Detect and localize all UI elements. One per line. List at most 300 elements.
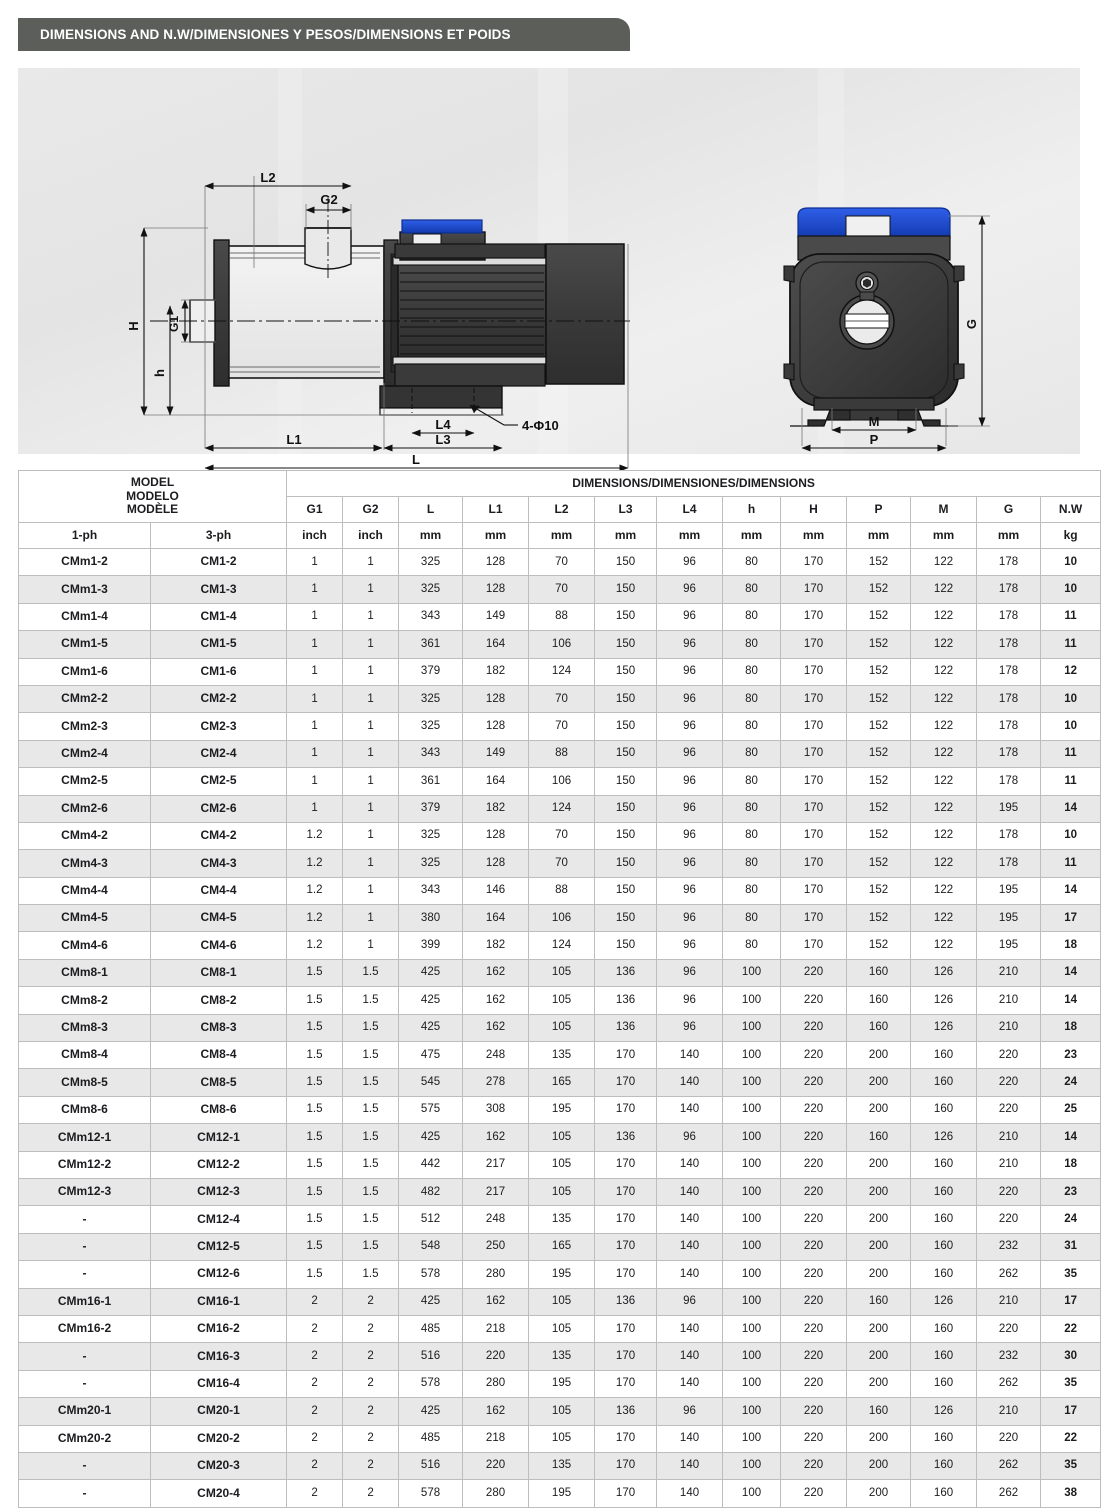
table-row	[19, 1206, 1101, 1233]
cell-l4: 96	[657, 795, 723, 822]
cell-nw: 31	[1041, 1233, 1101, 1260]
cell-g: 195	[977, 795, 1041, 822]
header-unit-10: mm	[911, 523, 977, 549]
cell-l4: 140	[657, 1151, 723, 1178]
cell-l: 485	[399, 1315, 463, 1342]
cell-g1: 2	[287, 1425, 343, 1452]
cell-l: 545	[399, 1069, 463, 1096]
cell-g1: 1.5	[287, 1261, 343, 1288]
cell-g: 262	[977, 1480, 1041, 1507]
header-dimensions-group: DIMENSIONS/DIMENSIONES/DIMENSIONS	[287, 471, 1101, 497]
cell-h: 170	[781, 631, 847, 658]
dim-label-L1: L1	[286, 432, 302, 447]
header-col-nw: N.W	[1041, 497, 1101, 523]
cell-ph1: CMm16-1	[19, 1288, 151, 1315]
cell-l2: 105	[529, 987, 595, 1014]
cell-l1: 162	[463, 1398, 529, 1425]
cell-h: 100	[723, 1069, 781, 1096]
cell-p: 200	[847, 1233, 911, 1260]
cell-m: 122	[911, 576, 977, 603]
cell-g1: 1.5	[287, 1124, 343, 1151]
cell-ph3: CM8-4	[151, 1042, 287, 1069]
cell-l1: 162	[463, 1014, 529, 1041]
cell-l2: 105	[529, 1315, 595, 1342]
cell-l2: 105	[529, 1151, 595, 1178]
cell-l: 485	[399, 1425, 463, 1452]
header-col-l: L	[399, 497, 463, 523]
cell-nw: 14	[1041, 877, 1101, 904]
header-col-g: G	[977, 497, 1041, 523]
cell-h: 220	[781, 1233, 847, 1260]
header-col-m: M	[911, 497, 977, 523]
cell-g1: 1	[287, 713, 343, 740]
header-col-g1: G1	[287, 497, 343, 523]
cell-h: 100	[723, 1370, 781, 1397]
cell-g1: 2	[287, 1315, 343, 1342]
cell-g: 210	[977, 1124, 1041, 1151]
cell-h: 170	[781, 740, 847, 767]
cell-l3: 150	[595, 603, 657, 630]
cell-ph1: -	[19, 1370, 151, 1397]
cell-l2: 70	[529, 822, 595, 849]
table-row	[19, 1261, 1101, 1288]
header-col-l1: L1	[463, 497, 529, 523]
cell-p: 152	[847, 685, 911, 712]
cell-g2: 1	[343, 658, 399, 685]
header-col-l3: L3	[595, 497, 657, 523]
cell-h: 170	[781, 932, 847, 959]
cell-ph3: CM8-2	[151, 987, 287, 1014]
cell-nw: 18	[1041, 1014, 1101, 1041]
cell-g: 178	[977, 713, 1041, 740]
cell-m: 160	[911, 1480, 977, 1507]
cell-l3: 150	[595, 685, 657, 712]
cell-l2: 195	[529, 1480, 595, 1507]
cell-h: 80	[723, 795, 781, 822]
cell-ph3: CM12-1	[151, 1124, 287, 1151]
cell-l1: 248	[463, 1206, 529, 1233]
cell-l4: 140	[657, 1452, 723, 1479]
cell-l2: 105	[529, 1398, 595, 1425]
cell-ph3: CM2-5	[151, 768, 287, 795]
cell-h: 100	[723, 1398, 781, 1425]
cell-h: 220	[781, 1315, 847, 1342]
cell-g2: 2	[343, 1370, 399, 1397]
cell-nw: 35	[1041, 1452, 1101, 1479]
cell-l3: 170	[595, 1096, 657, 1123]
table-row	[19, 1042, 1101, 1069]
cell-l: 575	[399, 1096, 463, 1123]
cell-g1: 2	[287, 1452, 343, 1479]
cell-l4: 96	[657, 685, 723, 712]
cell-l3: 150	[595, 877, 657, 904]
cell-m: 122	[911, 685, 977, 712]
cell-h: 80	[723, 768, 781, 795]
header-unit-11: mm	[977, 523, 1041, 549]
cell-m: 160	[911, 1069, 977, 1096]
header-model-line-0: MODEL	[130, 474, 175, 489]
cell-nw: 14	[1041, 987, 1101, 1014]
cell-ph3: CM16-2	[151, 1315, 287, 1342]
cell-l: 399	[399, 932, 463, 959]
cell-p: 152	[847, 713, 911, 740]
cell-g: 178	[977, 658, 1041, 685]
cell-nw: 18	[1041, 932, 1101, 959]
cell-l: 343	[399, 740, 463, 767]
cell-g1: 1	[287, 631, 343, 658]
cell-h: 170	[781, 713, 847, 740]
cell-l2: 70	[529, 549, 595, 576]
cell-nw: 10	[1041, 685, 1101, 712]
header-col-g2: G2	[343, 497, 399, 523]
cell-m: 160	[911, 1233, 977, 1260]
cell-g1: 1.2	[287, 905, 343, 932]
cell-g: 178	[977, 740, 1041, 767]
cell-g2: 2	[343, 1480, 399, 1507]
cell-ph3: CM20-3	[151, 1452, 287, 1479]
cell-p: 152	[847, 905, 911, 932]
cell-l: 361	[399, 631, 463, 658]
cell-ph3: CM1-6	[151, 658, 287, 685]
cell-l2: 70	[529, 850, 595, 877]
cell-l3: 170	[595, 1206, 657, 1233]
cell-m: 160	[911, 1452, 977, 1479]
cell-g2: 1	[343, 576, 399, 603]
cell-h: 170	[781, 603, 847, 630]
cell-ph1: CMm2-5	[19, 768, 151, 795]
cell-l2: 105	[529, 959, 595, 986]
cell-p: 152	[847, 768, 911, 795]
cell-g2: 1.5	[343, 987, 399, 1014]
cell-l4: 140	[657, 1261, 723, 1288]
cell-ph1: CMm12-3	[19, 1178, 151, 1205]
cell-l1: 162	[463, 987, 529, 1014]
cell-l4: 96	[657, 603, 723, 630]
cell-p: 200	[847, 1452, 911, 1479]
cell-ph1: -	[19, 1206, 151, 1233]
cell-g2: 1	[343, 603, 399, 630]
cell-g1: 1	[287, 740, 343, 767]
cell-l: 512	[399, 1206, 463, 1233]
header-unit-0: inch	[287, 523, 343, 549]
cell-l: 548	[399, 1233, 463, 1260]
cell-g2: 1	[343, 850, 399, 877]
cell-l4: 96	[657, 822, 723, 849]
cell-g1: 1	[287, 576, 343, 603]
cell-l1: 220	[463, 1343, 529, 1370]
header-col-p: P	[847, 497, 911, 523]
cell-l1: 162	[463, 1288, 529, 1315]
table-row	[19, 877, 1101, 904]
cell-l: 325	[399, 549, 463, 576]
table-row	[19, 1288, 1101, 1315]
cell-l3: 150	[595, 850, 657, 877]
cell-l: 325	[399, 576, 463, 603]
cell-g: 210	[977, 1151, 1041, 1178]
cell-h: 100	[723, 1151, 781, 1178]
cell-l3: 170	[595, 1069, 657, 1096]
table-row	[19, 658, 1101, 685]
cell-nw: 17	[1041, 1288, 1101, 1315]
cell-g2: 1.5	[343, 1178, 399, 1205]
header-unit-3: mm	[463, 523, 529, 549]
cell-h: 220	[781, 1288, 847, 1315]
cell-g2: 2	[343, 1343, 399, 1370]
cell-m: 126	[911, 1398, 977, 1425]
cell-l1: 218	[463, 1315, 529, 1342]
cell-nw: 38	[1041, 1480, 1101, 1507]
cell-l1: 218	[463, 1425, 529, 1452]
cell-m: 122	[911, 850, 977, 877]
cell-h: 80	[723, 576, 781, 603]
cell-nw: 17	[1041, 905, 1101, 932]
table-row	[19, 1014, 1101, 1041]
cell-g1: 2	[287, 1288, 343, 1315]
cell-l4: 140	[657, 1370, 723, 1397]
cell-l2: 70	[529, 713, 595, 740]
cell-l4: 140	[657, 1343, 723, 1370]
header-col-h: h	[723, 497, 781, 523]
cell-h: 100	[723, 1480, 781, 1507]
cell-ph3: CM20-2	[151, 1425, 287, 1452]
cell-m: 126	[911, 1288, 977, 1315]
cell-ph3: CM2-4	[151, 740, 287, 767]
cell-l4: 96	[657, 658, 723, 685]
cell-l1: 248	[463, 1042, 529, 1069]
table-row	[19, 822, 1101, 849]
cell-l2: 106	[529, 905, 595, 932]
cell-h: 100	[723, 1124, 781, 1151]
table-row	[19, 1480, 1101, 1507]
cell-g: 220	[977, 1069, 1041, 1096]
cell-ph3: CM1-3	[151, 576, 287, 603]
cell-nw: 22	[1041, 1425, 1101, 1452]
cell-g1: 2	[287, 1370, 343, 1397]
cell-ph1: CMm12-2	[19, 1151, 151, 1178]
cell-g2: 1	[343, 932, 399, 959]
cell-l1: 217	[463, 1178, 529, 1205]
cell-l: 475	[399, 1042, 463, 1069]
cell-m: 122	[911, 905, 977, 932]
cell-ph1: CMm20-2	[19, 1425, 151, 1452]
cell-h: 100	[723, 1261, 781, 1288]
cell-l3: 150	[595, 905, 657, 932]
cell-h: 100	[723, 1288, 781, 1315]
cell-nw: 10	[1041, 713, 1101, 740]
table-row	[19, 1178, 1101, 1205]
cell-l2: 105	[529, 1124, 595, 1151]
cell-l2: 88	[529, 603, 595, 630]
cell-l: 343	[399, 603, 463, 630]
cell-l3: 136	[595, 987, 657, 1014]
header-col-l2: L2	[529, 497, 595, 523]
cell-p: 160	[847, 1288, 911, 1315]
cell-m: 160	[911, 1425, 977, 1452]
cell-p: 160	[847, 987, 911, 1014]
cell-ph3: CM2-3	[151, 713, 287, 740]
cell-g: 178	[977, 576, 1041, 603]
table-row	[19, 932, 1101, 959]
cell-l4: 96	[657, 1398, 723, 1425]
table-row	[19, 576, 1101, 603]
cell-ph1: CMm4-2	[19, 822, 151, 849]
cell-g2: 1	[343, 713, 399, 740]
cell-g: 220	[977, 1206, 1041, 1233]
cell-h: 170	[781, 877, 847, 904]
cell-l3: 170	[595, 1151, 657, 1178]
cell-h: 100	[723, 1206, 781, 1233]
cell-h: 80	[723, 740, 781, 767]
table-row	[19, 1370, 1101, 1397]
section-title: DIMENSIONS AND N.W/DIMENSIONES Y PESOS/DIMENSIONS ET POIDS	[40, 27, 511, 42]
cell-p: 200	[847, 1370, 911, 1397]
cell-l1: 182	[463, 932, 529, 959]
cell-ph3: CM4-6	[151, 932, 287, 959]
cell-g2: 2	[343, 1425, 399, 1452]
cell-g: 220	[977, 1042, 1041, 1069]
cell-p: 152	[847, 576, 911, 603]
cell-l3: 170	[595, 1370, 657, 1397]
cell-p: 152	[847, 740, 911, 767]
cell-p: 152	[847, 822, 911, 849]
cell-ph3: CM1-2	[151, 549, 287, 576]
cell-p: 160	[847, 959, 911, 986]
cell-g1: 1.5	[287, 1206, 343, 1233]
cell-l4: 96	[657, 768, 723, 795]
cell-ph1: CMm8-4	[19, 1042, 151, 1069]
cell-g: 178	[977, 631, 1041, 658]
cell-l1: 308	[463, 1096, 529, 1123]
cell-ph1: CMm4-5	[19, 905, 151, 932]
cell-h: 220	[781, 1206, 847, 1233]
cell-l1: 128	[463, 685, 529, 712]
cell-g2: 1.5	[343, 1096, 399, 1123]
table-row	[19, 1124, 1101, 1151]
cell-g2: 1	[343, 549, 399, 576]
dim-label-G: G	[964, 318, 979, 330]
cell-m: 160	[911, 1370, 977, 1397]
cell-l: 425	[399, 1288, 463, 1315]
cell-ph1: -	[19, 1480, 151, 1507]
cell-g: 178	[977, 603, 1041, 630]
header-unit-8: mm	[781, 523, 847, 549]
cell-l1: 149	[463, 603, 529, 630]
cell-l4: 140	[657, 1480, 723, 1507]
cell-g2: 1	[343, 768, 399, 795]
cell-h: 220	[781, 1398, 847, 1425]
cell-g: 220	[977, 1096, 1041, 1123]
header-unit-9: mm	[847, 523, 911, 549]
cell-l3: 136	[595, 959, 657, 986]
table-row	[19, 1343, 1101, 1370]
table-row	[19, 685, 1101, 712]
header-unit-12: kg	[1041, 523, 1101, 549]
cell-nw: 11	[1041, 768, 1101, 795]
cell-g1: 1	[287, 768, 343, 795]
cell-l2: 70	[529, 576, 595, 603]
cell-p: 152	[847, 658, 911, 685]
dimension-drawing-panel	[18, 68, 1080, 467]
table-row	[19, 740, 1101, 767]
header-unit-2: mm	[399, 523, 463, 549]
dim-label-H: H	[126, 321, 141, 331]
cell-l3: 150	[595, 932, 657, 959]
cell-l3: 150	[595, 795, 657, 822]
dim-label-L4: L4	[435, 417, 451, 432]
cell-g1: 1	[287, 658, 343, 685]
table-row	[19, 1398, 1101, 1425]
cell-ph1: CMm2-3	[19, 713, 151, 740]
cell-h: 220	[781, 987, 847, 1014]
cell-ph3: CM8-1	[151, 959, 287, 986]
cell-p: 200	[847, 1096, 911, 1123]
cell-g1: 1.5	[287, 1014, 343, 1041]
cell-m: 126	[911, 959, 977, 986]
cell-g: 220	[977, 1425, 1041, 1452]
cell-h: 100	[723, 1014, 781, 1041]
table-row	[19, 603, 1101, 630]
cell-l3: 170	[595, 1452, 657, 1479]
cell-l1: 280	[463, 1261, 529, 1288]
cell-ph1: CMm4-4	[19, 877, 151, 904]
cell-l1: 182	[463, 795, 529, 822]
cell-l: 442	[399, 1151, 463, 1178]
cell-nw: 18	[1041, 1151, 1101, 1178]
table-body	[19, 549, 1101, 1508]
cell-nw: 30	[1041, 1343, 1101, 1370]
cell-l3: 170	[595, 1261, 657, 1288]
cell-p: 160	[847, 1398, 911, 1425]
cell-l1: 162	[463, 959, 529, 986]
cell-l2: 195	[529, 1261, 595, 1288]
cell-m: 160	[911, 1151, 977, 1178]
cell-l: 578	[399, 1370, 463, 1397]
cell-ph1: CMm20-1	[19, 1398, 151, 1425]
header-row-groups	[19, 471, 1101, 497]
cell-l2: 124	[529, 658, 595, 685]
header-unit-1: inch	[343, 523, 399, 549]
cell-p: 152	[847, 603, 911, 630]
cell-l4: 96	[657, 877, 723, 904]
cell-ph3: CM8-3	[151, 1014, 287, 1041]
cell-l2: 105	[529, 1425, 595, 1452]
cell-h: 100	[723, 1042, 781, 1069]
header-model-group	[19, 471, 287, 523]
cell-p: 200	[847, 1042, 911, 1069]
cell-p: 152	[847, 877, 911, 904]
cell-ph1: CMm8-5	[19, 1069, 151, 1096]
cell-ph3: CM4-3	[151, 850, 287, 877]
cell-ph1: CMm2-2	[19, 685, 151, 712]
cell-l: 325	[399, 685, 463, 712]
cell-h: 100	[723, 959, 781, 986]
cell-l4: 96	[657, 1124, 723, 1151]
cell-h: 170	[781, 685, 847, 712]
cell-p: 200	[847, 1151, 911, 1178]
cell-l: 379	[399, 795, 463, 822]
cell-m: 160	[911, 1315, 977, 1342]
cell-h: 80	[723, 658, 781, 685]
cell-nw: 10	[1041, 822, 1101, 849]
cell-ph1: CMm1-3	[19, 576, 151, 603]
cell-g2: 1	[343, 877, 399, 904]
cell-g2: 1	[343, 905, 399, 932]
cell-l: 380	[399, 905, 463, 932]
cell-l2: 105	[529, 1178, 595, 1205]
cell-ph1: -	[19, 1261, 151, 1288]
cell-g2: 2	[343, 1288, 399, 1315]
cell-l2: 135	[529, 1343, 595, 1370]
